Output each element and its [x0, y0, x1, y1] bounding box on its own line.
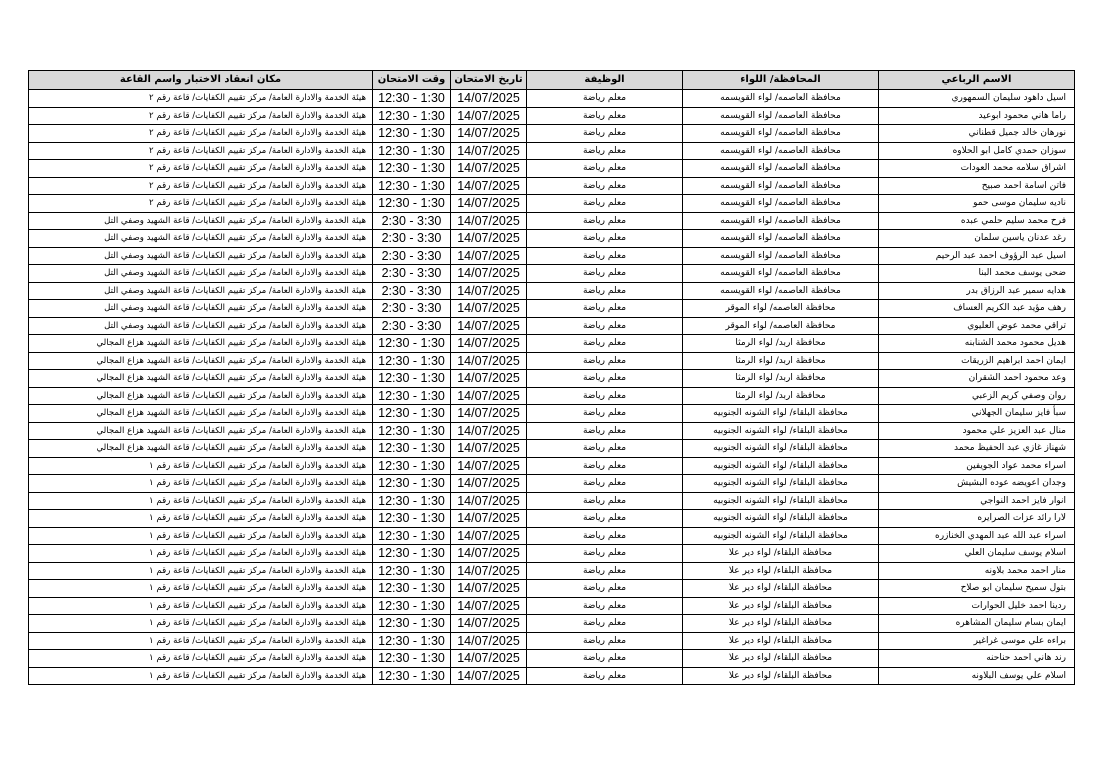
table-row — [29, 667, 1075, 685]
cell-job: معلم رياضة — [527, 335, 683, 353]
cell-governorate: محافظة البلقاء/ لواء الشونه الجنوبيه — [683, 405, 879, 423]
table-row — [29, 440, 1075, 458]
table-header-row — [29, 71, 1075, 90]
cell-exam-time: 12:30 - 1:30 — [373, 597, 451, 615]
cell-job: معلم رياضة — [527, 352, 683, 370]
cell-exam-date: 14/07/2025 — [451, 527, 527, 545]
cell-name: ايمان احمد ابراهيم الزريقات — [879, 352, 1075, 370]
header-job: الوظيفة — [527, 71, 683, 90]
cell-name: رغد عدنان ياسين سلمان — [879, 230, 1075, 248]
cell-exam-place: هيئة الخدمة والادارة العامة/ مركز تقييم الكفايات/ قاعة رقم ١ — [29, 580, 373, 598]
cell-exam-date: 14/07/2025 — [451, 370, 527, 388]
cell-job: معلم رياضة — [527, 370, 683, 388]
cell-exam-place: هيئة الخدمة والادارة العامة/ مركز تقييم الكفايات/ قاعة رقم ٢ — [29, 90, 373, 108]
cell-exam-time: 12:30 - 1:30 — [373, 107, 451, 125]
cell-name: اسلام يوسف سليمان العلي — [879, 545, 1075, 563]
cell-name: تراقي محمد عوض العليوي — [879, 317, 1075, 335]
cell-name: ضحى يوسف محمد البنا — [879, 265, 1075, 283]
cell-exam-time: 12:30 - 1:30 — [373, 195, 451, 213]
cell-exam-place: هيئة الخدمة والادارة العامة/ مركز تقييم الكفايات/ قاعة الشهيد وصفي التل — [29, 230, 373, 248]
cell-exam-date: 14/07/2025 — [451, 440, 527, 458]
table-row — [29, 545, 1075, 563]
cell-governorate: محافظة العاصمه/ لواء الموقر — [683, 300, 879, 318]
cell-exam-place: هيئة الخدمة والادارة العامة/ مركز تقييم الكفايات/ قاعة الشهيد وصفي التل — [29, 282, 373, 300]
cell-exam-place: هيئة الخدمة والادارة العامة/ مركز تقييم الكفايات/ قاعة الشهيد وصفي التل — [29, 300, 373, 318]
cell-name: منال عبد العزيز علي محمود — [879, 422, 1075, 440]
table-row — [29, 422, 1075, 440]
cell-name: ناديه سليمان موسى حمو — [879, 195, 1075, 213]
cell-exam-time: 12:30 - 1:30 — [373, 510, 451, 528]
table-row — [29, 650, 1075, 668]
table-row — [29, 125, 1075, 143]
cell-exam-date: 14/07/2025 — [451, 387, 527, 405]
cell-name: اشراق سلامه محمد العودات — [879, 160, 1075, 178]
cell-job: معلم رياضة — [527, 317, 683, 335]
cell-name: هدايه سمير عبد الرزاق بدر — [879, 282, 1075, 300]
cell-job: معلم رياضة — [527, 177, 683, 195]
table-row — [29, 387, 1075, 405]
table-row — [29, 580, 1075, 598]
cell-exam-place: هيئة الخدمة والادارة العامة/ مركز تقييم الكفايات/ قاعة رقم ٢ — [29, 142, 373, 160]
cell-governorate: محافظة البلقاء/ لواء الشونه الجنوبيه — [683, 475, 879, 493]
cell-name: اسيل عبد الرؤوف احمد عبد الرحيم — [879, 247, 1075, 265]
cell-exam-time: 12:30 - 1:30 — [373, 125, 451, 143]
cell-exam-date: 14/07/2025 — [451, 125, 527, 143]
cell-exam-date: 14/07/2025 — [451, 405, 527, 423]
cell-exam-date: 14/07/2025 — [451, 317, 527, 335]
cell-governorate: محافظة البلقاء/ لواء دير علا — [683, 597, 879, 615]
table-row — [29, 632, 1075, 650]
cell-exam-date: 14/07/2025 — [451, 265, 527, 283]
cell-exam-date: 14/07/2025 — [451, 335, 527, 353]
cell-job: معلم رياضة — [527, 615, 683, 633]
cell-job: معلم رياضة — [527, 597, 683, 615]
cell-job: معلم رياضة — [527, 457, 683, 475]
cell-exam-time: 12:30 - 1:30 — [373, 142, 451, 160]
exam-schedule-sheet — [28, 70, 1074, 685]
cell-governorate: محافظة اربد/ لواء الرمثا — [683, 370, 879, 388]
cell-name: منار احمد محمد بلاونه — [879, 562, 1075, 580]
cell-name: ردينا احمد خليل الحوارات — [879, 597, 1075, 615]
cell-exam-place: هيئة الخدمة والادارة العامة/ مركز تقييم الكفايات/ قاعة الشهيد هزاع المجالي — [29, 335, 373, 353]
cell-exam-date: 14/07/2025 — [451, 422, 527, 440]
cell-exam-time: 12:30 - 1:30 — [373, 90, 451, 108]
cell-name: اسراء محمد عواد الجويفين — [879, 457, 1075, 475]
table-row — [29, 457, 1075, 475]
cell-governorate: محافظة العاصمه/ لواء القويسمه — [683, 177, 879, 195]
cell-governorate: محافظة العاصمه/ لواء القويسمه — [683, 265, 879, 283]
table-row — [29, 212, 1075, 230]
cell-governorate: محافظة العاصمه/ لواء القويسمه — [683, 125, 879, 143]
cell-name: وعد محمود احمد الشقران — [879, 370, 1075, 388]
cell-governorate: محافظة العاصمه/ لواء القويسمه — [683, 282, 879, 300]
table-row — [29, 247, 1075, 265]
cell-exam-place: هيئة الخدمة والادارة العامة/ مركز تقييم الكفايات/ قاعة رقم ١ — [29, 457, 373, 475]
cell-governorate: محافظة العاصمه/ لواء القويسمه — [683, 195, 879, 213]
cell-exam-place: هيئة الخدمة والادارة العامة/ مركز تقييم الكفايات/ قاعة رقم ١ — [29, 562, 373, 580]
cell-exam-time: 12:30 - 1:30 — [373, 650, 451, 668]
cell-governorate: محافظة العاصمه/ لواء القويسمه — [683, 212, 879, 230]
cell-name: سبأ فايز سليمان الجهلاني — [879, 405, 1075, 423]
table-row — [29, 160, 1075, 178]
header-name: الاسم الرباعي — [879, 71, 1075, 90]
cell-exam-time: 2:30 - 3:30 — [373, 317, 451, 335]
cell-exam-place: هيئة الخدمة والادارة العامة/ مركز تقييم الكفايات/ قاعة الشهيد هزاع المجالي — [29, 440, 373, 458]
cell-exam-place: هيئة الخدمة والادارة العامة/ مركز تقييم الكفايات/ قاعة رقم ١ — [29, 650, 373, 668]
table-row — [29, 230, 1075, 248]
cell-exam-place: هيئة الخدمة والادارة العامة/ مركز تقييم الكفايات/ قاعة الشهيد وصفي التل — [29, 247, 373, 265]
cell-governorate: محافظة البلقاء/ لواء دير علا — [683, 615, 879, 633]
cell-exam-place: هيئة الخدمة والادارة العامة/ مركز تقييم الكفايات/ قاعة رقم ٢ — [29, 160, 373, 178]
cell-exam-time: 2:30 - 3:30 — [373, 282, 451, 300]
cell-exam-time: 12:30 - 1:30 — [373, 475, 451, 493]
cell-governorate: محافظة البلقاء/ لواء دير علا — [683, 632, 879, 650]
cell-governorate: محافظة البلقاء/ لواء الشونه الجنوبيه — [683, 527, 879, 545]
cell-governorate: محافظة البلقاء/ لواء الشونه الجنوبيه — [683, 457, 879, 475]
table-row — [29, 195, 1075, 213]
cell-exam-place: هيئة الخدمة والادارة العامة/ مركز تقييم الكفايات/ قاعة رقم ١ — [29, 510, 373, 528]
table-row — [29, 177, 1075, 195]
cell-exam-date: 14/07/2025 — [451, 492, 527, 510]
cell-name: لارا رائد عزات الصرايره — [879, 510, 1075, 528]
cell-job: معلم رياضة — [527, 160, 683, 178]
cell-exam-date: 14/07/2025 — [451, 282, 527, 300]
cell-exam-place: هيئة الخدمة والادارة العامة/ مركز تقييم الكفايات/ قاعة رقم ١ — [29, 632, 373, 650]
header-governorate: المحافظة/ اللواء — [683, 71, 879, 90]
cell-governorate: محافظة العاصمه/ لواء القويسمه — [683, 142, 879, 160]
header-exam-time: وقت الامتحان — [373, 71, 451, 90]
cell-governorate: محافظة البلقاء/ لواء دير علا — [683, 667, 879, 685]
cell-job: معلم رياضة — [527, 265, 683, 283]
cell-name: فرح محمد سليم حلمي عبده — [879, 212, 1075, 230]
cell-exam-date: 14/07/2025 — [451, 457, 527, 475]
cell-name: ايمان بسام سليمان المشاهره — [879, 615, 1075, 633]
cell-exam-place: هيئة الخدمة والادارة العامة/ مركز تقييم الكفايات/ قاعة الشهيد وصفي التل — [29, 265, 373, 283]
cell-exam-date: 14/07/2025 — [451, 230, 527, 248]
cell-job: معلم رياضة — [527, 510, 683, 528]
cell-governorate: محافظة البلقاء/ لواء الشونه الجنوبيه — [683, 440, 879, 458]
cell-governorate: محافظة اربد/ لواء الرمثا — [683, 335, 879, 353]
cell-exam-date: 14/07/2025 — [451, 177, 527, 195]
cell-exam-date: 14/07/2025 — [451, 650, 527, 668]
cell-exam-place: هيئة الخدمة والادارة العامة/ مركز تقييم الكفايات/ قاعة الشهيد هزاع المجالي — [29, 422, 373, 440]
cell-job: معلم رياضة — [527, 142, 683, 160]
cell-job: معلم رياضة — [527, 475, 683, 493]
table-row — [29, 107, 1075, 125]
cell-exam-time: 2:30 - 3:30 — [373, 265, 451, 283]
cell-exam-date: 14/07/2025 — [451, 580, 527, 598]
cell-governorate: محافظة العاصمه/ لواء القويسمه — [683, 90, 879, 108]
cell-name: انوار فايز احمد النواجي — [879, 492, 1075, 510]
cell-exam-date: 14/07/2025 — [451, 545, 527, 563]
cell-exam-time: 12:30 - 1:30 — [373, 492, 451, 510]
table-row — [29, 142, 1075, 160]
cell-governorate: محافظة البلقاء/ لواء الشونه الجنوبيه — [683, 492, 879, 510]
cell-exam-time: 12:30 - 1:30 — [373, 562, 451, 580]
cell-name: اسيل داهود سليمان السمهوري — [879, 90, 1075, 108]
cell-name: فاتن اسامة احمد صبيح — [879, 177, 1075, 195]
cell-job: معلم رياضة — [527, 282, 683, 300]
cell-exam-time: 12:30 - 1:30 — [373, 422, 451, 440]
table-row — [29, 405, 1075, 423]
cell-exam-place: هيئة الخدمة والادارة العامة/ مركز تقييم الكفايات/ قاعة رقم ١ — [29, 667, 373, 685]
cell-job: معلم رياضة — [527, 405, 683, 423]
cell-governorate: محافظة البلقاء/ لواء الشونه الجنوبيه — [683, 422, 879, 440]
cell-exam-date: 14/07/2025 — [451, 510, 527, 528]
cell-exam-time: 12:30 - 1:30 — [373, 177, 451, 195]
cell-governorate: محافظة البلقاء/ لواء دير علا — [683, 650, 879, 668]
cell-job: معلم رياضة — [527, 492, 683, 510]
cell-job: معلم رياضة — [527, 580, 683, 598]
cell-exam-place: هيئة الخدمة والادارة العامة/ مركز تقييم الكفايات/ قاعة رقم ١ — [29, 527, 373, 545]
cell-name: اسلام علي يوسف البلاونه — [879, 667, 1075, 685]
table-row — [29, 615, 1075, 633]
table-row — [29, 90, 1075, 108]
table-row — [29, 265, 1075, 283]
cell-exam-place: هيئة الخدمة والادارة العامة/ مركز تقييم الكفايات/ قاعة رقم ٢ — [29, 125, 373, 143]
cell-exam-place: هيئة الخدمة والادارة العامة/ مركز تقييم الكفايات/ قاعة رقم ٢ — [29, 195, 373, 213]
cell-governorate: محافظة البلقاء/ لواء دير علا — [683, 580, 879, 598]
cell-name: رهف مؤيد عبد الكريم العساف — [879, 300, 1075, 318]
cell-governorate: محافظة العاصمه/ لواء الموقر — [683, 317, 879, 335]
table-row — [29, 317, 1075, 335]
table-row — [29, 492, 1075, 510]
cell-job: معلم رياضة — [527, 387, 683, 405]
cell-exam-time: 12:30 - 1:30 — [373, 387, 451, 405]
cell-name: براءه علي موسى غراغير — [879, 632, 1075, 650]
cell-name: راما هاني محمود ابوعيد — [879, 107, 1075, 125]
cell-name: رند هاني احمد حناحنه — [879, 650, 1075, 668]
cell-job: معلم رياضة — [527, 545, 683, 563]
cell-governorate: محافظة البلقاء/ لواء الشونه الجنوبيه — [683, 510, 879, 528]
cell-job: معلم رياضة — [527, 300, 683, 318]
cell-exam-place: هيئة الخدمة والادارة العامة/ مركز تقييم الكفايات/ قاعة رقم ١ — [29, 597, 373, 615]
cell-exam-date: 14/07/2025 — [451, 475, 527, 493]
cell-job: معلم رياضة — [527, 107, 683, 125]
cell-exam-place: هيئة الخدمة والادارة العامة/ مركز تقييم الكفايات/ قاعة رقم ٢ — [29, 107, 373, 125]
cell-governorate: محافظة البلقاء/ لواء دير علا — [683, 562, 879, 580]
cell-name: سوزان حمدي كامل ابو الحلاوه — [879, 142, 1075, 160]
cell-exam-time: 12:30 - 1:30 — [373, 160, 451, 178]
cell-job: معلم رياضة — [527, 90, 683, 108]
cell-exam-place: هيئة الخدمة والادارة العامة/ مركز تقييم الكفايات/ قاعة الشهيد هزاع المجالي — [29, 387, 373, 405]
cell-exam-time: 2:30 - 3:30 — [373, 230, 451, 248]
cell-name: نورهان خالد جميل قطناني — [879, 125, 1075, 143]
table-row — [29, 282, 1075, 300]
cell-exam-time: 12:30 - 1:30 — [373, 545, 451, 563]
cell-job: معلم رياضة — [527, 650, 683, 668]
cell-exam-date: 14/07/2025 — [451, 300, 527, 318]
table-body — [29, 90, 1075, 685]
table-row — [29, 335, 1075, 353]
cell-exam-date: 14/07/2025 — [451, 195, 527, 213]
cell-job: معلم رياضة — [527, 125, 683, 143]
cell-exam-date: 14/07/2025 — [451, 212, 527, 230]
cell-name: بتول سميح سليمان ابو صلاح — [879, 580, 1075, 598]
cell-exam-date: 14/07/2025 — [451, 90, 527, 108]
cell-name: اسراء عبد الله عبد المهدي الخنازره — [879, 527, 1075, 545]
cell-exam-place: هيئة الخدمة والادارة العامة/ مركز تقييم الكفايات/ قاعة الشهيد هزاع المجالي — [29, 370, 373, 388]
cell-exam-date: 14/07/2025 — [451, 562, 527, 580]
cell-governorate: محافظة العاصمه/ لواء القويسمه — [683, 230, 879, 248]
cell-job: معلم رياضة — [527, 195, 683, 213]
cell-exam-time: 12:30 - 1:30 — [373, 370, 451, 388]
cell-exam-place: هيئة الخدمة والادارة العامة/ مركز تقييم الكفايات/ قاعة الشهيد وصفي التل — [29, 317, 373, 335]
exam-schedule-table — [28, 70, 1075, 685]
cell-exam-place: هيئة الخدمة والادارة العامة/ مركز تقييم الكفايات/ قاعة رقم ١ — [29, 615, 373, 633]
cell-exam-time: 12:30 - 1:30 — [373, 335, 451, 353]
cell-exam-time: 12:30 - 1:30 — [373, 667, 451, 685]
cell-job: معلم رياضة — [527, 440, 683, 458]
cell-exam-time: 12:30 - 1:30 — [373, 405, 451, 423]
cell-exam-place: هيئة الخدمة والادارة العامة/ مركز تقييم الكفايات/ قاعة الشهيد هزاع المجالي — [29, 352, 373, 370]
table-row — [29, 370, 1075, 388]
table-row — [29, 510, 1075, 528]
cell-governorate: محافظة البلقاء/ لواء دير علا — [683, 545, 879, 563]
table-row — [29, 562, 1075, 580]
cell-name: روان وصفي كريم الزعبي — [879, 387, 1075, 405]
cell-job: معلم رياضة — [527, 230, 683, 248]
cell-exam-time: 12:30 - 1:30 — [373, 440, 451, 458]
table-row — [29, 352, 1075, 370]
cell-exam-date: 14/07/2025 — [451, 632, 527, 650]
table-row — [29, 597, 1075, 615]
cell-job: معلم رياضة — [527, 422, 683, 440]
table-row — [29, 475, 1075, 493]
cell-governorate: محافظة العاصمه/ لواء القويسمه — [683, 107, 879, 125]
cell-exam-date: 14/07/2025 — [451, 142, 527, 160]
header-exam-place: مكان انعقاد الاختبار واسم القاعة — [29, 71, 373, 90]
cell-exam-date: 14/07/2025 — [451, 160, 527, 178]
cell-exam-time: 12:30 - 1:30 — [373, 615, 451, 633]
cell-exam-date: 14/07/2025 — [451, 667, 527, 685]
cell-exam-date: 14/07/2025 — [451, 615, 527, 633]
cell-exam-time: 12:30 - 1:30 — [373, 527, 451, 545]
cell-job: معلم رياضة — [527, 527, 683, 545]
cell-exam-time: 12:30 - 1:30 — [373, 352, 451, 370]
cell-exam-place: هيئة الخدمة والادارة العامة/ مركز تقييم الكفايات/ قاعة الشهيد وصفي التل — [29, 212, 373, 230]
table-row — [29, 527, 1075, 545]
cell-governorate: محافظة العاصمه/ لواء القويسمه — [683, 160, 879, 178]
cell-governorate: محافظة اربد/ لواء الرمثا — [683, 352, 879, 370]
cell-exam-date: 14/07/2025 — [451, 352, 527, 370]
cell-exam-time: 2:30 - 3:30 — [373, 300, 451, 318]
cell-job: معلم رياضة — [527, 562, 683, 580]
cell-exam-time: 2:30 - 3:30 — [373, 212, 451, 230]
cell-exam-date: 14/07/2025 — [451, 247, 527, 265]
cell-job: معلم رياضة — [527, 247, 683, 265]
cell-exam-time: 12:30 - 1:30 — [373, 632, 451, 650]
table-row — [29, 300, 1075, 318]
cell-job: معلم رياضة — [527, 212, 683, 230]
cell-name: هديل محمود محمد الشنابنه — [879, 335, 1075, 353]
cell-exam-place: هيئة الخدمة والادارة العامة/ مركز تقييم الكفايات/ قاعة رقم ٢ — [29, 177, 373, 195]
cell-exam-place: هيئة الخدمة والادارة العامة/ مركز تقييم الكفايات/ قاعة رقم ١ — [29, 492, 373, 510]
cell-governorate: محافظة اربد/ لواء الرمثا — [683, 387, 879, 405]
cell-exam-date: 14/07/2025 — [451, 597, 527, 615]
cell-exam-place: هيئة الخدمة والادارة العامة/ مركز تقييم الكفايات/ قاعة رقم ١ — [29, 545, 373, 563]
cell-exam-time: 12:30 - 1:30 — [373, 457, 451, 475]
header-exam-date: تاريخ الامتحان — [451, 71, 527, 90]
cell-exam-time: 12:30 - 1:30 — [373, 580, 451, 598]
cell-exam-date: 14/07/2025 — [451, 107, 527, 125]
cell-name: وجدان اعويضه عوده البشيش — [879, 475, 1075, 493]
cell-governorate: محافظة العاصمه/ لواء القويسمه — [683, 247, 879, 265]
cell-name: شهناز غازي عبد الحفيظ محمد — [879, 440, 1075, 458]
cell-job: معلم رياضة — [527, 632, 683, 650]
cell-exam-place: هيئة الخدمة والادارة العامة/ مركز تقييم الكفايات/ قاعة رقم ١ — [29, 475, 373, 493]
cell-exam-place: هيئة الخدمة والادارة العامة/ مركز تقييم الكفايات/ قاعة الشهيد هزاع المجالي — [29, 405, 373, 423]
cell-exam-time: 2:30 - 3:30 — [373, 247, 451, 265]
cell-job: معلم رياضة — [527, 667, 683, 685]
